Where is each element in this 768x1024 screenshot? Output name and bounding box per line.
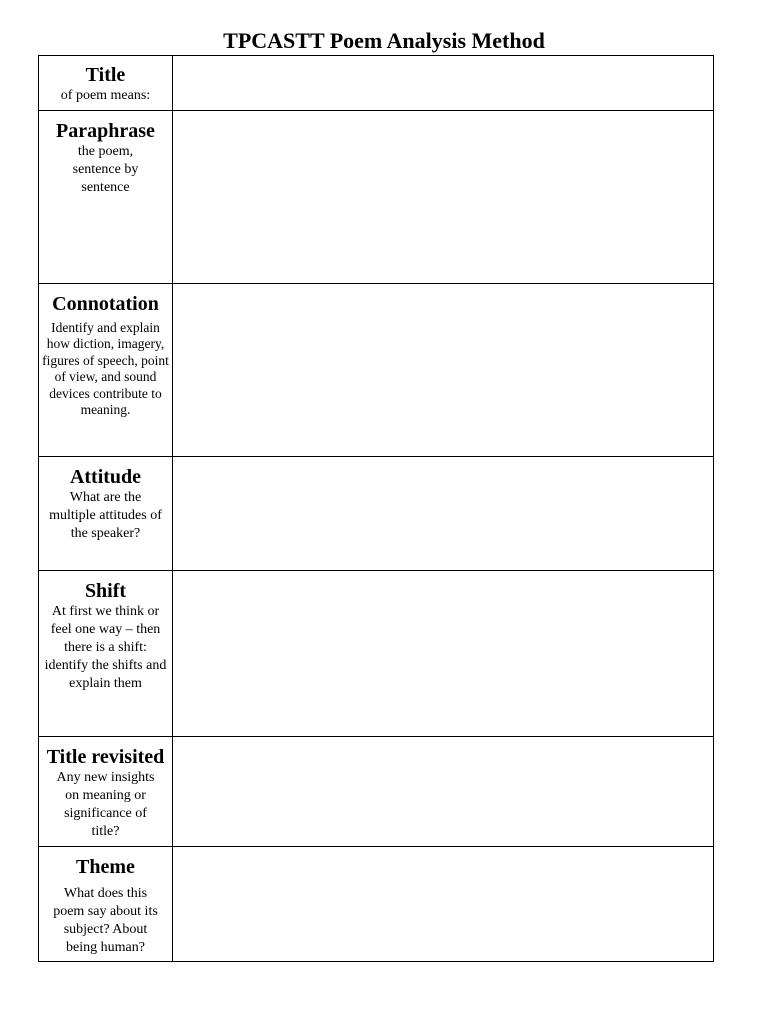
row-heading: Paraphrase: [56, 120, 155, 142]
answer-cell-attitude[interactable]: [173, 457, 714, 571]
table-row-title-revisited: [39, 737, 714, 847]
answer-cell-theme[interactable]: [173, 847, 714, 962]
answer-cell-connotation[interactable]: [173, 284, 714, 457]
row-heading: Connotation: [52, 293, 159, 315]
row-heading: Title revisited: [46, 746, 165, 768]
row-heading: Shift: [84, 580, 127, 602]
label-cell-theme: [39, 847, 173, 962]
row-description: Identify and explain how diction, imagery, figures of speech, point of view, and sound devices contribute to meaning.: [42, 320, 169, 418]
label-cell-title-revisited: [39, 737, 173, 847]
row-description: of poem means:: [60, 88, 151, 103]
row-heading: Title: [85, 64, 126, 86]
answer-cell-paraphrase[interactable]: [173, 111, 714, 284]
row-heading: Theme: [76, 856, 135, 878]
row-description: the poem, sentence by sentence: [72, 144, 139, 195]
label-cell-paraphrase: [39, 111, 173, 284]
answer-cell-title-revisited[interactable]: [173, 737, 714, 847]
row-heading: Attitude: [69, 466, 142, 488]
table-row-paraphrase: [39, 111, 714, 284]
table-row-connotation: [39, 284, 714, 457]
table-row-attitude: [39, 457, 714, 571]
answer-cell-title[interactable]: [173, 56, 714, 111]
row-description: Any new insights on meaning or significance of title?: [56, 770, 155, 839]
row-description: What are the multiple attitudes of the speaker?: [49, 490, 162, 541]
answer-cell-shift[interactable]: [173, 571, 714, 737]
label-cell-attitude: [39, 457, 173, 571]
tpcastt-table: [38, 55, 714, 962]
table-row-title: [39, 56, 714, 111]
row-description: At first we think or feel one way – then there is a shift: identify the shifts and explain them: [44, 604, 167, 691]
table-row-theme: [39, 847, 714, 962]
label-cell-shift: [39, 571, 173, 737]
row-description: What does this poem say about its subject? About being human?: [53, 886, 158, 955]
label-cell-title: [39, 56, 173, 111]
table-row-shift: [39, 571, 714, 737]
page-title: TPCASTT Poem Analysis Method: [223, 28, 545, 53]
label-cell-connotation: [39, 284, 173, 457]
